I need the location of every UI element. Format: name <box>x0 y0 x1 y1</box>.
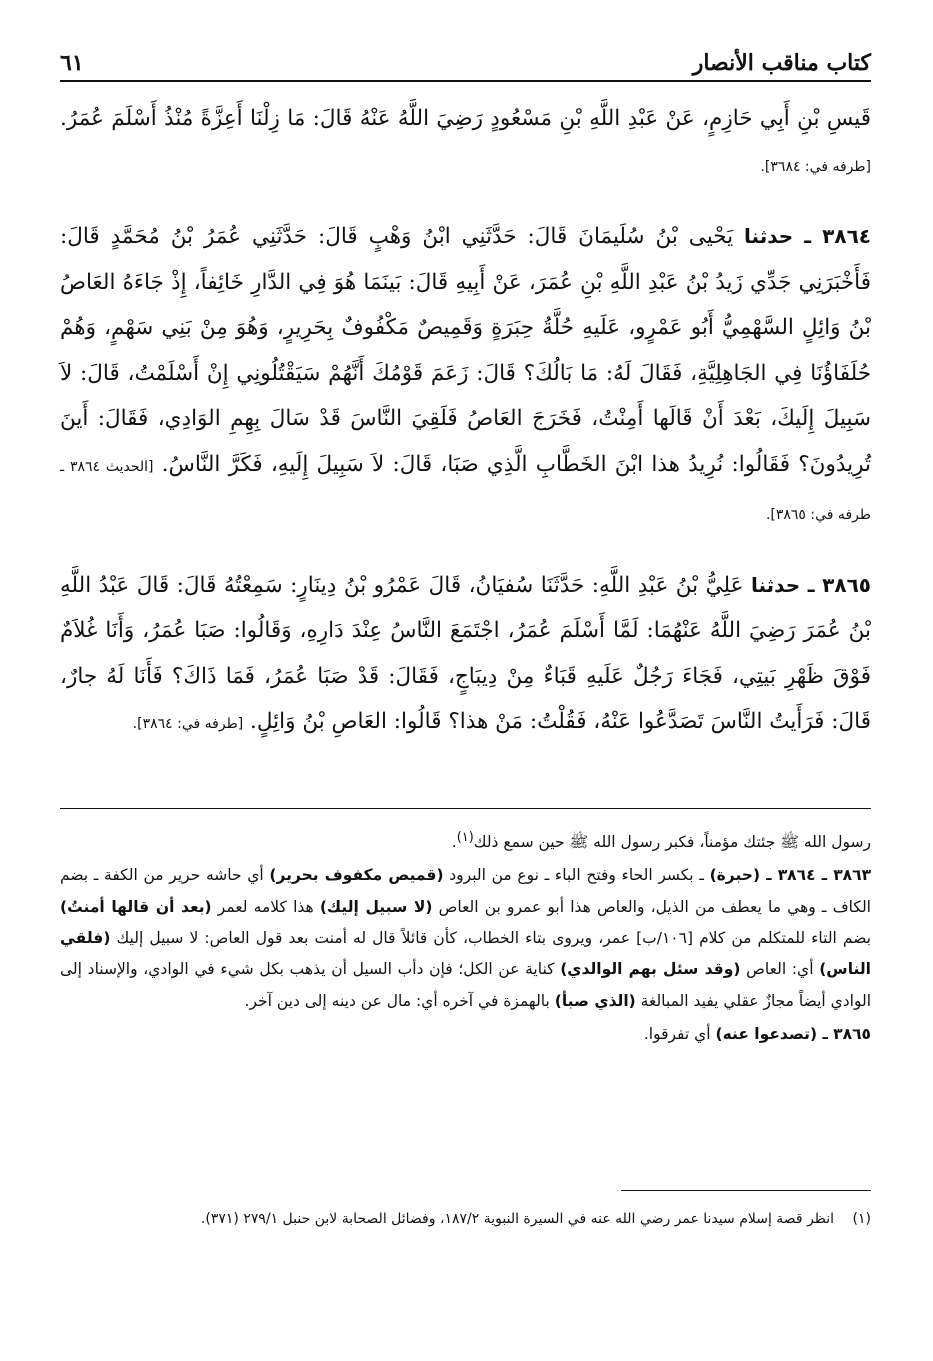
running-title: كتاب مناقب الأنصار <box>692 50 871 76</box>
commentary-text: أي تفرقوا. <box>643 1024 716 1043</box>
paragraph-text: عَلِيُّ بْنُ عَبْدِ اللَّهِ: حَدَّثَنَا سُفيَانُ، قَالَ عَمْرُو بْنُ دِينَارٍ: سَمِعْتُهُ قَالَ: قَالَ عَبْدُ اللَّهِ بْنُ عُمَرَ رَضِيَ اللَّهُ عَنْهُمَا: لَمَّا أَسْلَمَ عُمَرُ، اجْتَمَعَ النَّاسُ عِنْدَ دَارِهِ، وَقَالُوا: صَبَا عُمَرُ، وَأَنَا غُلاَمٌ فَوْقَ ظَهْرِ بَيتِي، فَجَاءَ رَجُلٌ عَلَيهِ قَبَاءٌ مِنْ دِيبَاجٍ، فَقَالَ: قَدْ صَبَا عُمَرُ، فَمَا ذَاكَ؟ فَأَنَا لَهُ جارٌ، قَالَ: فَرَأَيتُ النَّاسَ تَصَدَّعُوا عَنْهُ، فَقُلْتُ: مَنْ هذا؟ قَالُوا: العَاصِ بْنُ وَائِلٍ. <box>60 572 871 734</box>
commentary-lemma: (بعد أن قالها أمنتُ) <box>60 897 212 916</box>
hadith-3865 <box>60 563 871 748</box>
hadith-number: ٣٨٦٤ ـ حدثنا <box>744 224 871 248</box>
commentary-text: كناية عن الكل؛ فإن دأب السيل أن يذهب بكل شيء في الوادي، والإسناد إلى الوادي أيضاً مجازٌ عقلي يفيد المبالغة <box>60 960 871 1010</box>
commentary-lemma: (فلقي الناس) <box>60 929 871 979</box>
commentary-lemma: (الذي صبأ) <box>554 991 636 1010</box>
page-header <box>60 40 871 76</box>
commentary-lemma: ٣٨٦٥ ـ <box>817 1024 871 1043</box>
footnote-number: (١) <box>852 1211 871 1227</box>
commentary-separator <box>60 808 871 809</box>
hadith-continuation <box>60 96 871 190</box>
commentary-text: ـ بكسر الحاء وفتح الباء ـ نوع من البرود <box>443 866 710 885</box>
commentary-text: أي: العاص <box>740 960 820 979</box>
commentary-lemma: (حبرة) <box>709 866 761 885</box>
commentary-3865 <box>60 1019 871 1050</box>
paragraph-text: قَيسِ بْنِ أَبِي حَازِمٍ، عَنْ عَبْدِ اللَّهِ بْنِ مَسْعُودٍ رَضِيَ اللَّهُ عَنْهُ قَالَ: مَا زِلْنَا أَعِزَّةً مُنْذُ أَسْلَمَ عُمَرُ. <box>60 106 871 131</box>
commentary-text: أي حاشه حرير من الكفة ـ بضم الكاف ـ وهي ما يعطف من الذيل، والعاص هذا أبو عمرو بن العاص <box>60 866 871 916</box>
header-rule <box>60 80 871 82</box>
commentary-lemma: (تصدعوا عنه) <box>715 1024 818 1043</box>
footnote-text: انظر قصة إسلام سيدنا عمر رضي الله عنه في السيرة النبوية ١٨٧/٢، وفضائل الصحابة لابن حنبل ٢٧٩/١ (٣٧١). <box>200 1211 835 1227</box>
paragraph-text: يَحْيى بْنُ سُلَيمَانَ قَالَ: حَدَّثَنِي ابْنُ وَهْبٍ قَالَ: حَدَّثَنِي عُمَرُ بْنُ مُحَمَّدٍ قَالَ: فَأَخْبَرَنِي جَدِّي زَيدُ بْنُ عَبْدِ اللَّهِ بْنِ عُمَرَ، عَنْ أَبِيهِ قَالَ: بَينَمَا هُوَ فِي الدَّارِ خَائِفاً، إِذْ جَاءَهُ العَاصُ بْنُ وَائِلٍ السَّهْمِيُّ أَبُو عَمْرٍو، عَلَيهِ حُلَّةُ حِبَرَةٍ وَقَمِيصٌ مَكْفُوفٌ بِحَرِيرٍ، وَهُوَ مِنْ بَنِي سَهْمٍ، وَهُمْ حُلَفَاؤُنَا فِي الجَاهِلِيَّةِ، فَقَالَ لَهُ: مَا بَالُكَ؟ قَالَ: زَعَمَ قَوْمُكَ أَنَّهُمْ سَيَقْتُلُونِي إِنْ أَسْلَمْتُ، قَالَ: لاَ سَبِيلَ إِلَيكَ، بَعْدَ أَنْ قَالَها أَمِنْتُ، فَخَرَجَ العَاصُ فَلَقِيَ النَّاسَ قَدْ سَالَ بِهِمِ الوَادِي، فَقَالَ: أَينَ تُرِيدُونَ؟ فَقَالُوا: نُرِيدُ هذا ابْنَ الخَطَّابِ الَّذِي صَبَا، قَالَ: لاَ سَبِيلَ إِلَيهِ، فَكَرَّ النَّاسُ. <box>60 224 871 477</box>
commentary-text: . <box>451 833 457 852</box>
footnote <box>60 1204 871 1234</box>
footnote-marker: (١) <box>456 830 474 845</box>
footnote-rule <box>621 1190 871 1191</box>
page-number: ٦١ <box>60 50 84 76</box>
cross-reference: [الحديث ٣٨٦٤ ـ طرفه في: ٣٨٦٥]. <box>60 458 871 523</box>
commentary-text: رسول الله ﷺ جئتك مؤمناً، فكبر رسول الله ﷺ حين سمع ذلك <box>473 833 871 852</box>
hadith-3864 <box>60 214 871 539</box>
commentary-lemma: (لا سبيل إليك) <box>319 897 433 916</box>
commentary-text: هذا كلامه لعمر <box>211 897 320 916</box>
commentary-text: بالهمزة في آخره أي: مال عن دينه إلى دين آخر. <box>244 991 555 1010</box>
cross-reference: [طرفه في: ٣٦٨٤]. <box>760 158 871 175</box>
commentary <box>60 822 871 1052</box>
commentary-lemma: ٣٨٦٣ ـ ٣٨٦٤ ـ <box>760 866 872 885</box>
hadith-text <box>60 96 871 772</box>
commentary-3863-3864 <box>60 860 871 1016</box>
commentary-intro <box>60 822 871 858</box>
hadith-number: ٣٨٦٥ ـ حدثنا <box>750 572 871 597</box>
commentary-lemma: (وقد سئل بهم الوالدي) <box>560 960 741 979</box>
commentary-text: بضم التاء للمتكلم من كلام [١٠٦/ب] عمر، ويروى بتاء الخطاب، كأن قائلاً قال له أمنت بعد قول العاص: لا سبيل إليك <box>110 929 871 948</box>
commentary-lemma: (قميص مكفوف بحرير) <box>269 866 444 885</box>
cross-reference: [طرفه في: ٣٨٦٤]. <box>132 716 244 732</box>
